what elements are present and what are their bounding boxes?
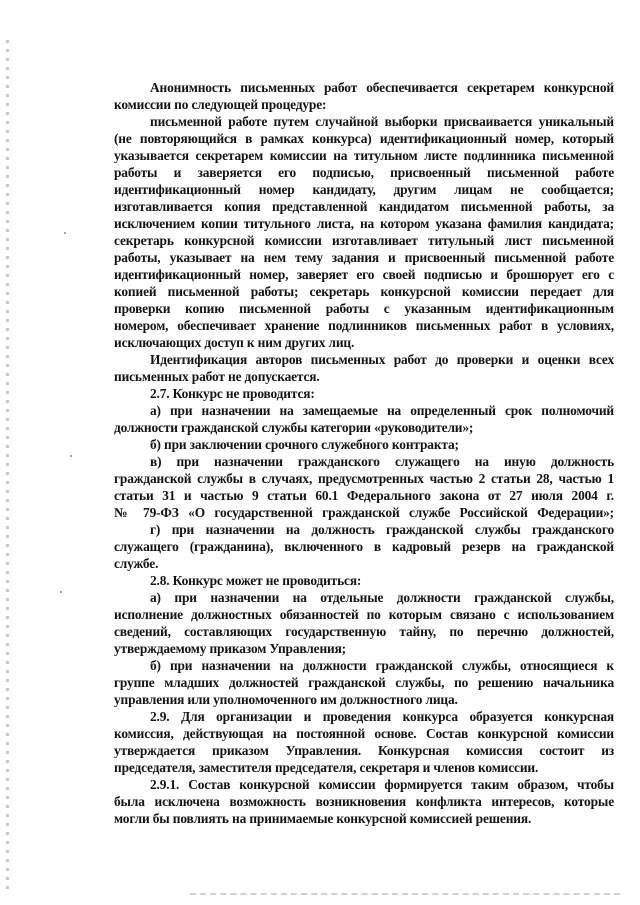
text-line: группе младших должностей гражданской службы, по решению начальника (114, 675, 614, 690)
text-line: статьи 31 и частью 9 статьи 60.1 Федерального закона от 27 июля 2004 г. (114, 488, 614, 503)
text-line: утверждается приказом Управления. Конкурсная комиссия состоит из (114, 743, 614, 758)
document-body (114, 79, 614, 827)
text-line: комиссии по следующей процедуре: (114, 97, 327, 112)
text-line: № 79-ФЗ «О государственной гражданской службе Российской Федерации»; (114, 505, 614, 520)
text-line: работы, указывает на нем тему задания и присвоенный письменной работе (114, 250, 614, 265)
text-line: председателя, заместителя председателя, секретаря и членов комиссии. (114, 760, 539, 775)
scan-bottom-edge (190, 893, 620, 895)
text-line: сведений, составляющих государственную тайну, по перечню должностей, (114, 624, 614, 639)
text-line: Идентификация авторов письменных работ до проверки и оценки всех (150, 352, 614, 367)
text-line: б) при назначении на должности гражданской службы, относящиеся к (150, 658, 614, 673)
text-line: б) при заключении срочного служебного контракта; (150, 437, 459, 452)
text-line: 2.9.1. Состав конкурсной комиссии формируется таким образом, чтобы (150, 777, 614, 792)
text-line: указывается секретарем комиссии на титульном листе подлинника письменной (114, 148, 614, 163)
text-line: изготавливается копия представленной кандидатом письменной работы, за (114, 199, 614, 214)
scan-dust-mark (70, 455, 72, 457)
text-line: а) при назначении на замещаемые на определенный срок полномочий (150, 403, 614, 418)
text-line: (не повторяющийся в рамках конкурса) идентификационный номер, который (114, 131, 614, 146)
text-line: проверки копию письменной работы с указанным идентификационным (114, 301, 614, 316)
scan-dust-mark (60, 591, 62, 593)
text-line: письменных работ не допускается. (114, 369, 320, 384)
scan-edge-artifact (6, 40, 9, 890)
text-line: утверждаемому приказом Управления; (114, 641, 346, 656)
text-line: идентификационный номер, заверяет его своей подписью и брошюрует его с (114, 267, 614, 282)
text-line: комиссия, действующая на постоянной основе. Состав конкурсной комиссии (114, 726, 614, 741)
text-line: исключающих доступ к ним других лиц. (114, 335, 355, 350)
text-line: могли бы повлиять на принимаемые конкурсной комиссией решения. (114, 811, 532, 826)
text-line: была исключена возможность возникновения конфликта интересов, которые (114, 794, 614, 809)
text-line: должности гражданской службы категории «руководители»; (114, 420, 474, 435)
text-line: г) при назначении на должность гражданской службы гражданского (150, 522, 614, 537)
text-line: 2.8. Конкурс может не проводиться: (150, 573, 362, 588)
text-line: 2.7. Конкурс не проводится: (150, 386, 315, 401)
text-line: копией письменной работы; секретарь конкурсной комиссии передает для (114, 284, 614, 299)
text-line: исключением копии титульного листа, на котором указана фамилия кандидата; (114, 216, 614, 231)
text-line: идентификационный номер кандидату, другим лицам не сообщается; (114, 182, 614, 197)
text-line: исполнение должностных обязанностей по которым связано с использованием (114, 607, 614, 622)
text-line: Анонимность письменных работ обеспечивается секретарем конкурсной (150, 80, 614, 95)
text-line: служащего (гражданина), включенного в кадровый резерв на гражданской (114, 539, 614, 554)
text-line: службе. (114, 556, 159, 571)
text-line: в) при назначении гражданского служащего на иную должность (150, 454, 614, 469)
scan-dust-mark (64, 232, 66, 234)
text-line: 2.9. Для организации и проведения конкурса образуется конкурсная (150, 709, 614, 724)
text-line: работы и заверяется его подписью, присвоенный письменной работе (114, 165, 614, 180)
text-line: гражданской службы в случаях, предусмотренных частью 2 статьи 28, частью 1 (114, 471, 614, 486)
text-line: секретарь конкурсной комиссии изготавливает титульный лист письменной (114, 233, 614, 248)
text-line: а) при назначении на отдельные должности гражданской службы, (150, 590, 614, 605)
text-line: письменной работе путем случайной выборки присваивается уникальный (150, 114, 614, 129)
text-line: управления или уполномоченного им должностного лица. (114, 692, 458, 707)
text-line: номером, обеспечивает хранение подлинников письменных работ в условиях, (114, 318, 614, 333)
